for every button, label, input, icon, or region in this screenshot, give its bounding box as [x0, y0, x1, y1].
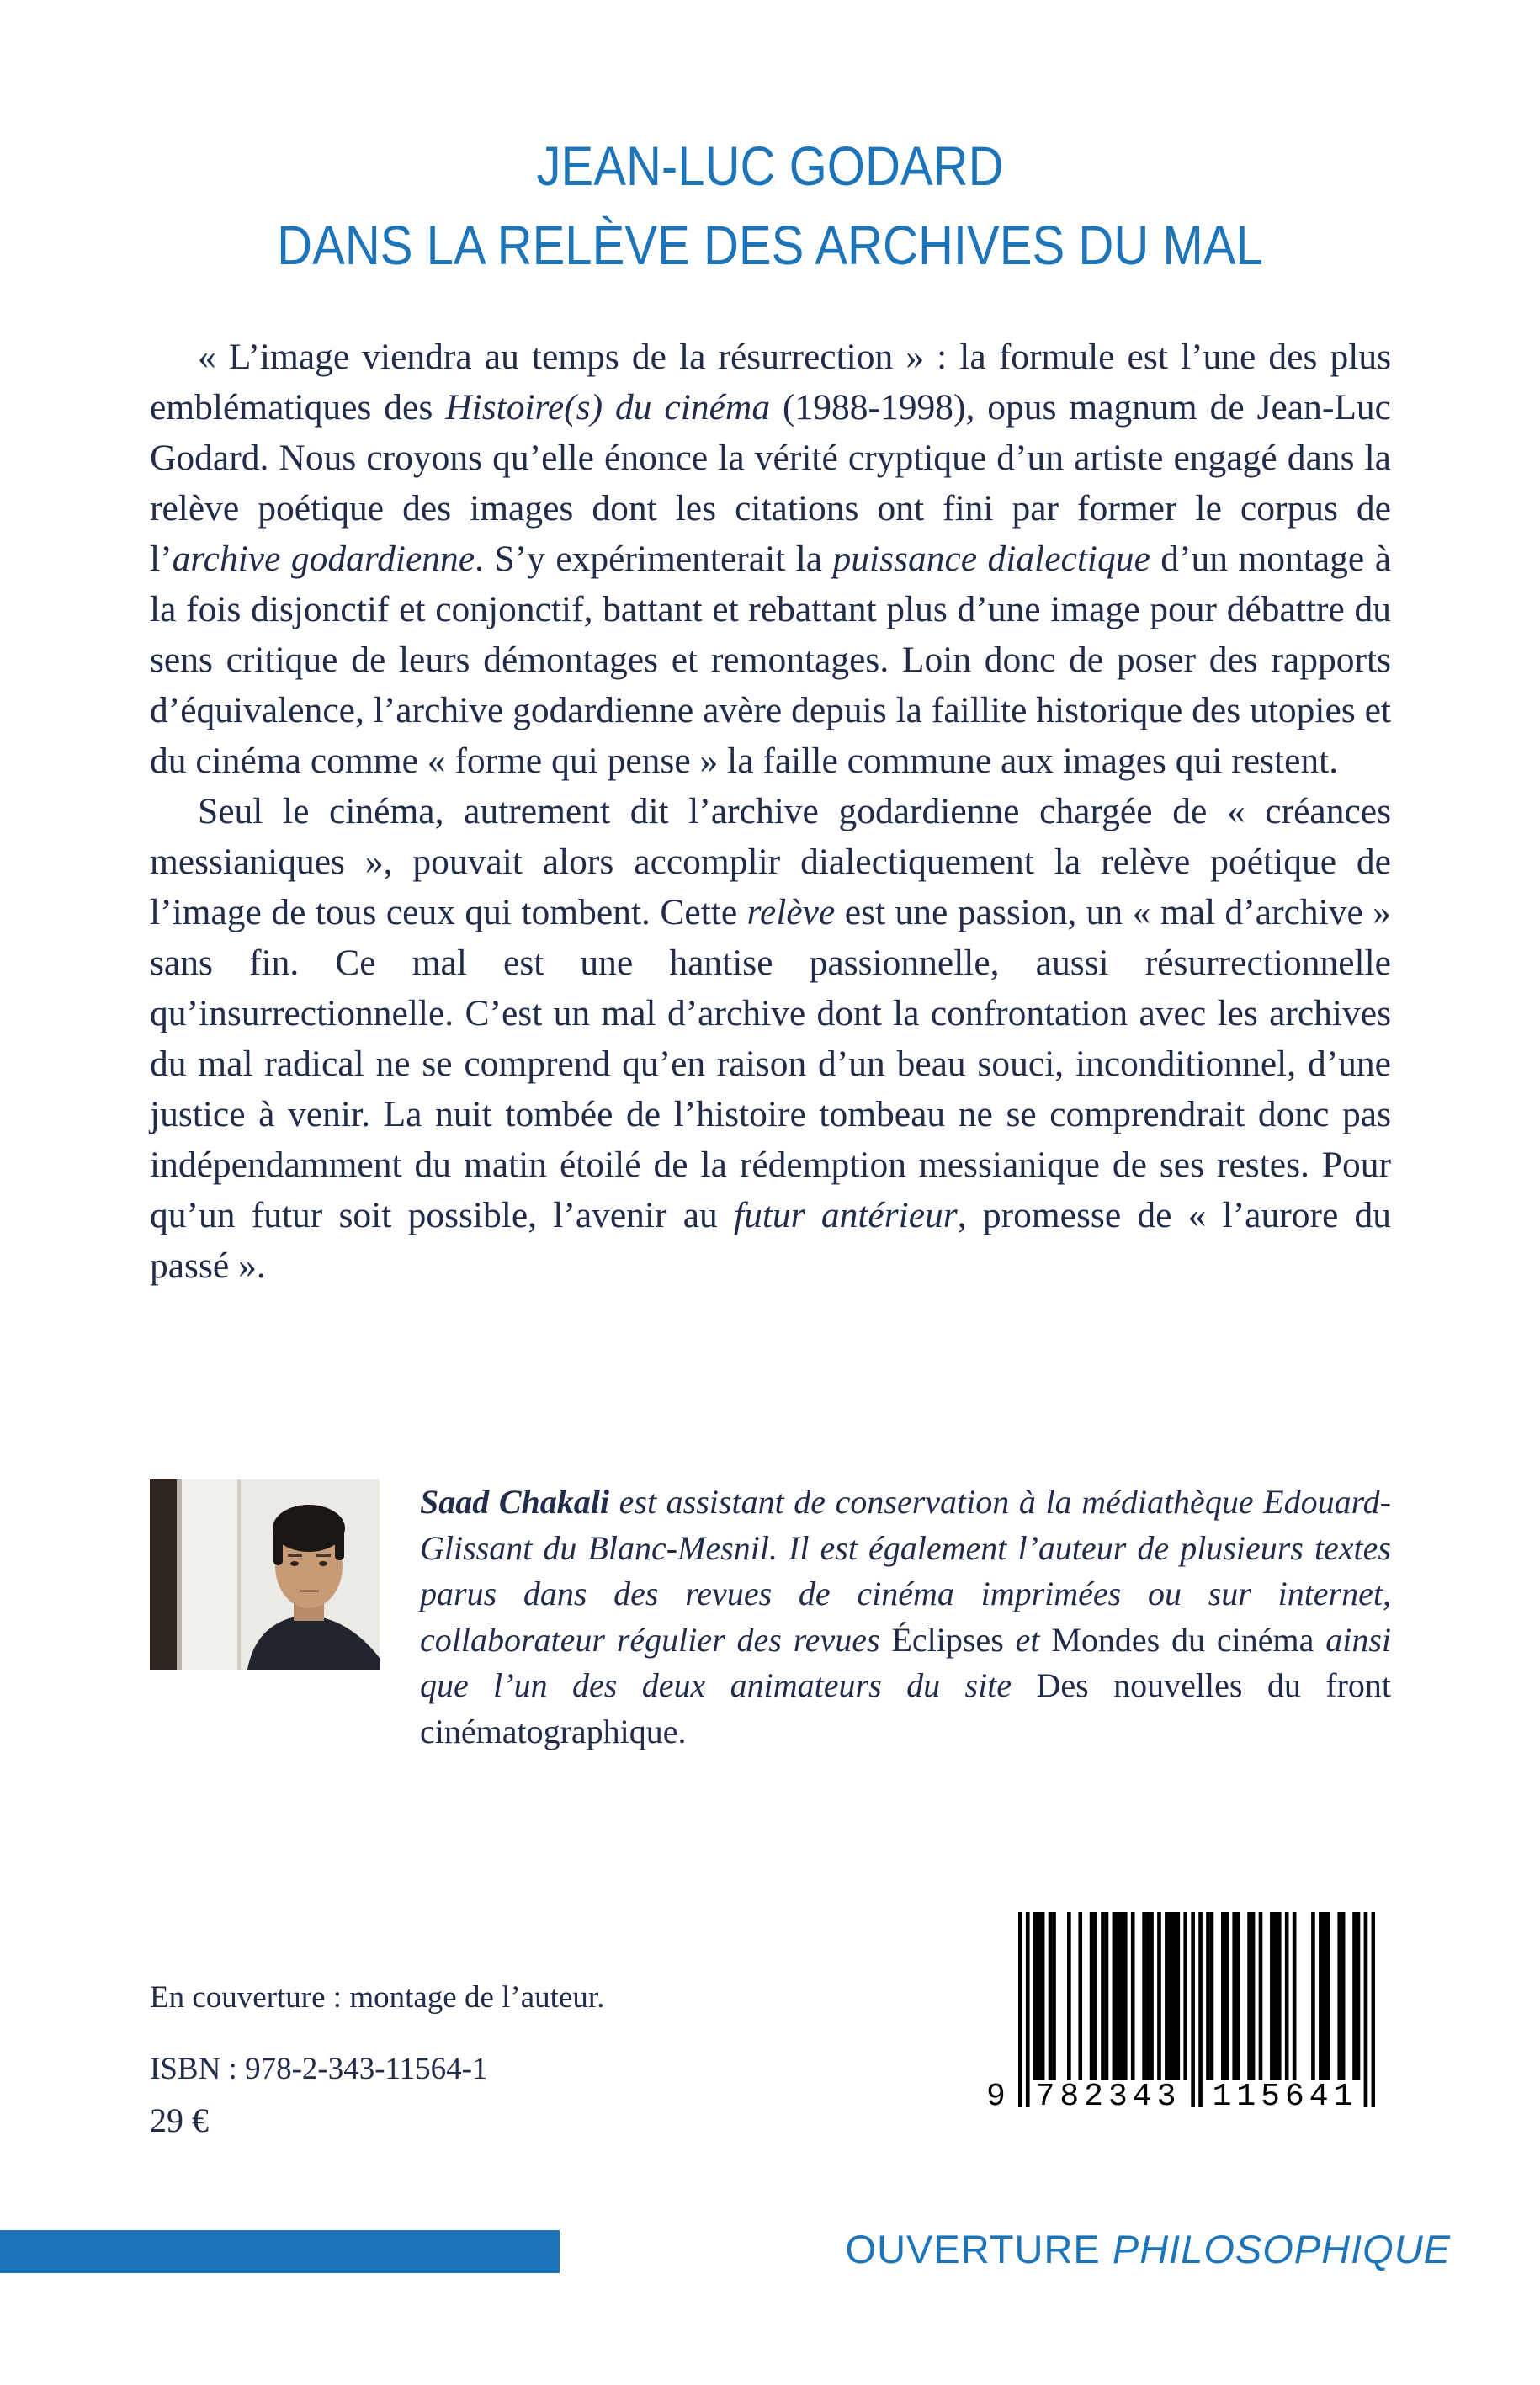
synopsis-paragraph-1: « L’image viendra au temps de la résurrection » : la formule est l’une des plus emblématiques des Histoire(s) du cinéma (1988-1998), opus magnum de Jean-Luc Godard. Nous croyons qu’elle énonce la vérité cryptique d’un artiste engagé dans la relève poétique des images dont les citations ont fini par former le corpus de l’archive godardienne. S’y expérimenterait la puissance dialectique d’un montage à la fois disjonctif et conjonctif, battant et rebattant plus d’une image pour débattre du sens critique de leurs démontages et remontages. Loin donc de poser des rapports d’équivalence, l’archive godardienne avère depuis la faillite historique des utopies et du cinéma comme « forme qui pense » la faille commune aux images qui restent.: [150, 337, 1391, 781]
book-title-line1: JEAN-LUC GODARD: [536, 135, 1004, 197]
cover-credit: En couverture : montage de l’auteur.: [150, 1980, 605, 2015]
collection-color-bar: [0, 2230, 560, 2273]
synopsis-paragraph-2: Seul le cinéma, autrement dit l’archive godardienne chargée de « créances messianiques », pouvait alors accomplir dialectiquement la relève poétique de l’image de tous ceux qui tombent. Cette relève est une passion, un « mal d’archive » sans fin. Ce mal est une hantise passionnelle, aussi résurrectionnelle qu’insurrectionnelle. C’est un mal d’archive dont la confrontation avec les archives du mal radical ne se comprend qu’en raison d’un beau souci, inconditionnel, d’une justice à venir. La nuit tombée de l’histoire tombeau ne se comprendrait donc pas indépendamment du matin étoilé de la rédemption messianique de ses restes. Pour qu’un futur soit possible, l’avenir au futur antérieur, promesse de « l’aurore du passé ».: [150, 791, 1392, 1286]
book-title: [93, 126, 1447, 284]
book-title-line2: DANS LA RELÈVE DES ARCHIVES DU MAL: [277, 214, 1263, 276]
barcode-digit-first: 9: [986, 2079, 1006, 2115]
ean13-barcode: [986, 1912, 1375, 2121]
price-label: 29 €: [150, 2101, 209, 2139]
isbn-line: ISBN : 978-2-343-11564-1: [150, 2052, 488, 2086]
collection-name: OUVERTURE PHILOSOPHIQUE: [845, 2227, 1451, 2271]
author-portrait-illustration: [150, 1479, 380, 1670]
synopsis: [150, 332, 1391, 1291]
author-bio-text: Saad Chakali est assistant de conservation à la médiathèque Edouard-Glissant du Blanc-Mesnil. Il est également l’auteur de plusieurs textes parus dans des revues de cinéma imprimées ou sur internet, collaborateur régulier des revues Éclipses et Mondes du cinéma ainsi que l’un des deux animateurs du site Des nouvelles du front cinématographique.: [420, 1483, 1392, 1750]
author-bio: [150, 1479, 1391, 1755]
barcode-digits-right: 115641: [1212, 2079, 1358, 2115]
author-photo: [150, 1479, 380, 1670]
barcode-digits-left: 782343: [1035, 2079, 1182, 2115]
